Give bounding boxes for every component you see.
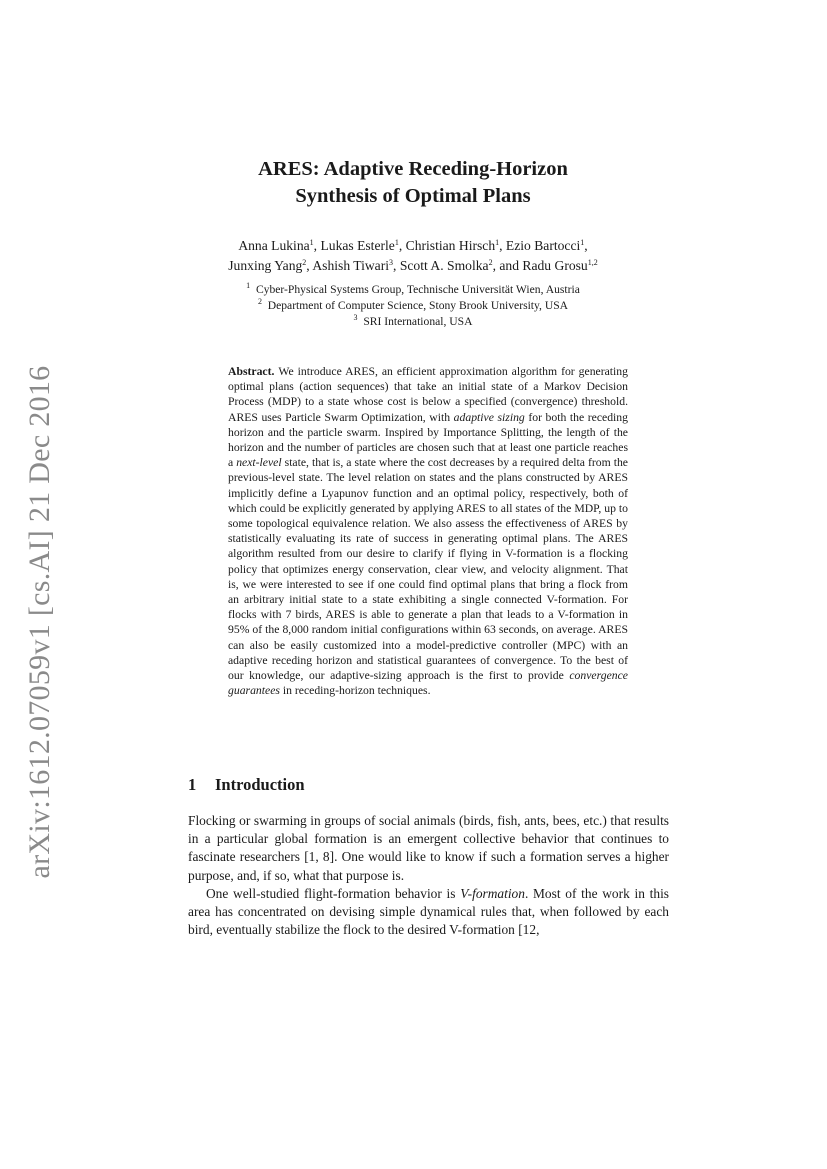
abstract-emphasis: convergence guarantees — [228, 669, 628, 698]
author-affil-mark: 1 — [495, 238, 500, 247]
arxiv-stamp — [8, 366, 72, 878]
title-line-2: Synthesis of Optimal Plans — [295, 185, 531, 207]
affiliation — [163, 298, 663, 314]
author-name: Ashish Tiwari — [312, 258, 390, 273]
paragraph — [188, 885, 669, 940]
affiliation-text: Department of Computer Science, Stony Brook University, USA — [267, 299, 569, 312]
paragraph: Flocking or swarming in groups of social animals (birds, fish, ants, bees, etc.) that results in a particular global formation is an emergent collective behavior that continues to fascinate researchers [1, 8]. One would like to know if such a formation serves a higher purpose, and, if so, what that purpose is. — [188, 813, 669, 883]
arxiv-identifier: arXiv:1612.07059v1 [cs.AI] 21 Dec 2016 — [23, 365, 56, 879]
affiliation-mark: 1 — [246, 281, 251, 290]
author-name: Ezio Bartocci — [505, 238, 581, 253]
affiliation-mark: 2 — [257, 297, 262, 306]
affiliation — [163, 314, 663, 330]
author-line-1 — [163, 236, 663, 256]
affiliation-text: SRI International, USA — [363, 315, 473, 328]
section-number: 1 — [188, 775, 197, 794]
paper-title — [213, 156, 613, 210]
abstract-text: We introduce ARES, an efficient approximation algorithm for generating optimal plans (action sequences) that take an initial state of a Markov Decision Process (MDP) to a state whose cost is below a specified (convergence) threshold. ARES uses Particle Swarm Optimization, with — [228, 365, 628, 424]
author-separator: , — [313, 238, 321, 253]
author-affil-mark: 2 — [488, 258, 493, 267]
author-separator: , — [584, 238, 588, 253]
affiliation — [163, 282, 663, 298]
author-affil-mark: 1 — [309, 238, 314, 247]
affiliation-mark: 3 — [353, 313, 358, 322]
abstract-label: Abstract. — [228, 365, 275, 378]
author-list — [163, 236, 663, 276]
author-affil-mark: 1 — [580, 238, 585, 247]
author-name: Christian Hirsch — [405, 238, 496, 253]
author-name: Radu Grosu — [522, 258, 588, 273]
abstract — [228, 364, 628, 698]
section-heading — [188, 775, 305, 795]
abstract-emphasis: next-level — [236, 456, 282, 470]
author-separator: , and — [492, 258, 523, 273]
title-line-1: ARES: Adaptive Receding-Horizon — [258, 158, 568, 180]
paragraph-emphasis: V-formation — [460, 885, 525, 901]
author-affil-mark: 2 — [302, 258, 307, 267]
author-separator: , — [499, 238, 506, 253]
affiliation-list — [163, 282, 663, 330]
author-affil-mark: 1 — [394, 238, 399, 247]
author-line-2 — [163, 256, 663, 276]
abstract-text: state, that is, a state where the cost decreases by a required delta from the previous-level state. The level relation on states and the plans constructed by ARES implicitly define a Lyapunov function and an optimal policy, respectively, both of which could be explicitly generated by applying ARES to all states of the MDP, up to some topological equivalence relation. We also assess the effectiveness of ARES by statistically evaluating its rate of success in generating optimal plans. The ARES algorithm resulted from our desire to clarify if flying in V-formation is a flocking policy that optimizes energy conservation, clear view, and velocity alignment. That is, we were interested to see if one could find optimal plans that bring a flock from an arbitrary initial state to a state exhibiting a single connected V-formation. For flocks with 7 birds, ARES is able to generate a plan that leads to a V-formation in 95% of the 8,000 random initial configurations within 63 seconds, on average. ARES can also be easily customized into a model-predictive controller (MPC) with an adaptive receding horizon and statistical guarantees of convergence. To the best of our knowledge, our adaptive-sizing approach is the first to provide — [228, 456, 628, 683]
author-name: Anna Lukina — [238, 238, 310, 253]
abstract-text: in receding-horizon techniques. — [279, 684, 431, 698]
abstract-emphasis: adaptive sizing — [453, 410, 525, 424]
author-name: Junxing Yang — [228, 258, 303, 273]
author-affil-mark: 1,2 — [587, 258, 598, 267]
abstract-text: for both the receding horizon and the particle swarm. Inspired by Importance Splitting, the length of the horizon and the number of particles are chosen such that at least one particle reaches a — [228, 410, 628, 470]
paragraph-text: One well-studied flight-formation behavior is — [206, 885, 461, 901]
author-separator: , — [393, 258, 400, 273]
author-name: Scott A. Smolka — [399, 258, 489, 273]
author-separator: , — [398, 238, 406, 253]
author-affil-mark: 3 — [389, 258, 394, 267]
affiliation-text: Cyber-Physical Systems Group, Technische Universität Wien, Austria — [255, 283, 580, 296]
introduction-body — [188, 812, 669, 939]
author-name: Lukas Esterle — [320, 238, 395, 253]
section-title: Introduction — [215, 775, 305, 794]
paragraph-text: . Most of the work in this area has concentrated on devising simple dynamical rules that, when followed by each bird, eventually stabilize the flock to the desired V-formation [12, — [188, 885, 670, 938]
author-separator: , — [306, 258, 313, 273]
